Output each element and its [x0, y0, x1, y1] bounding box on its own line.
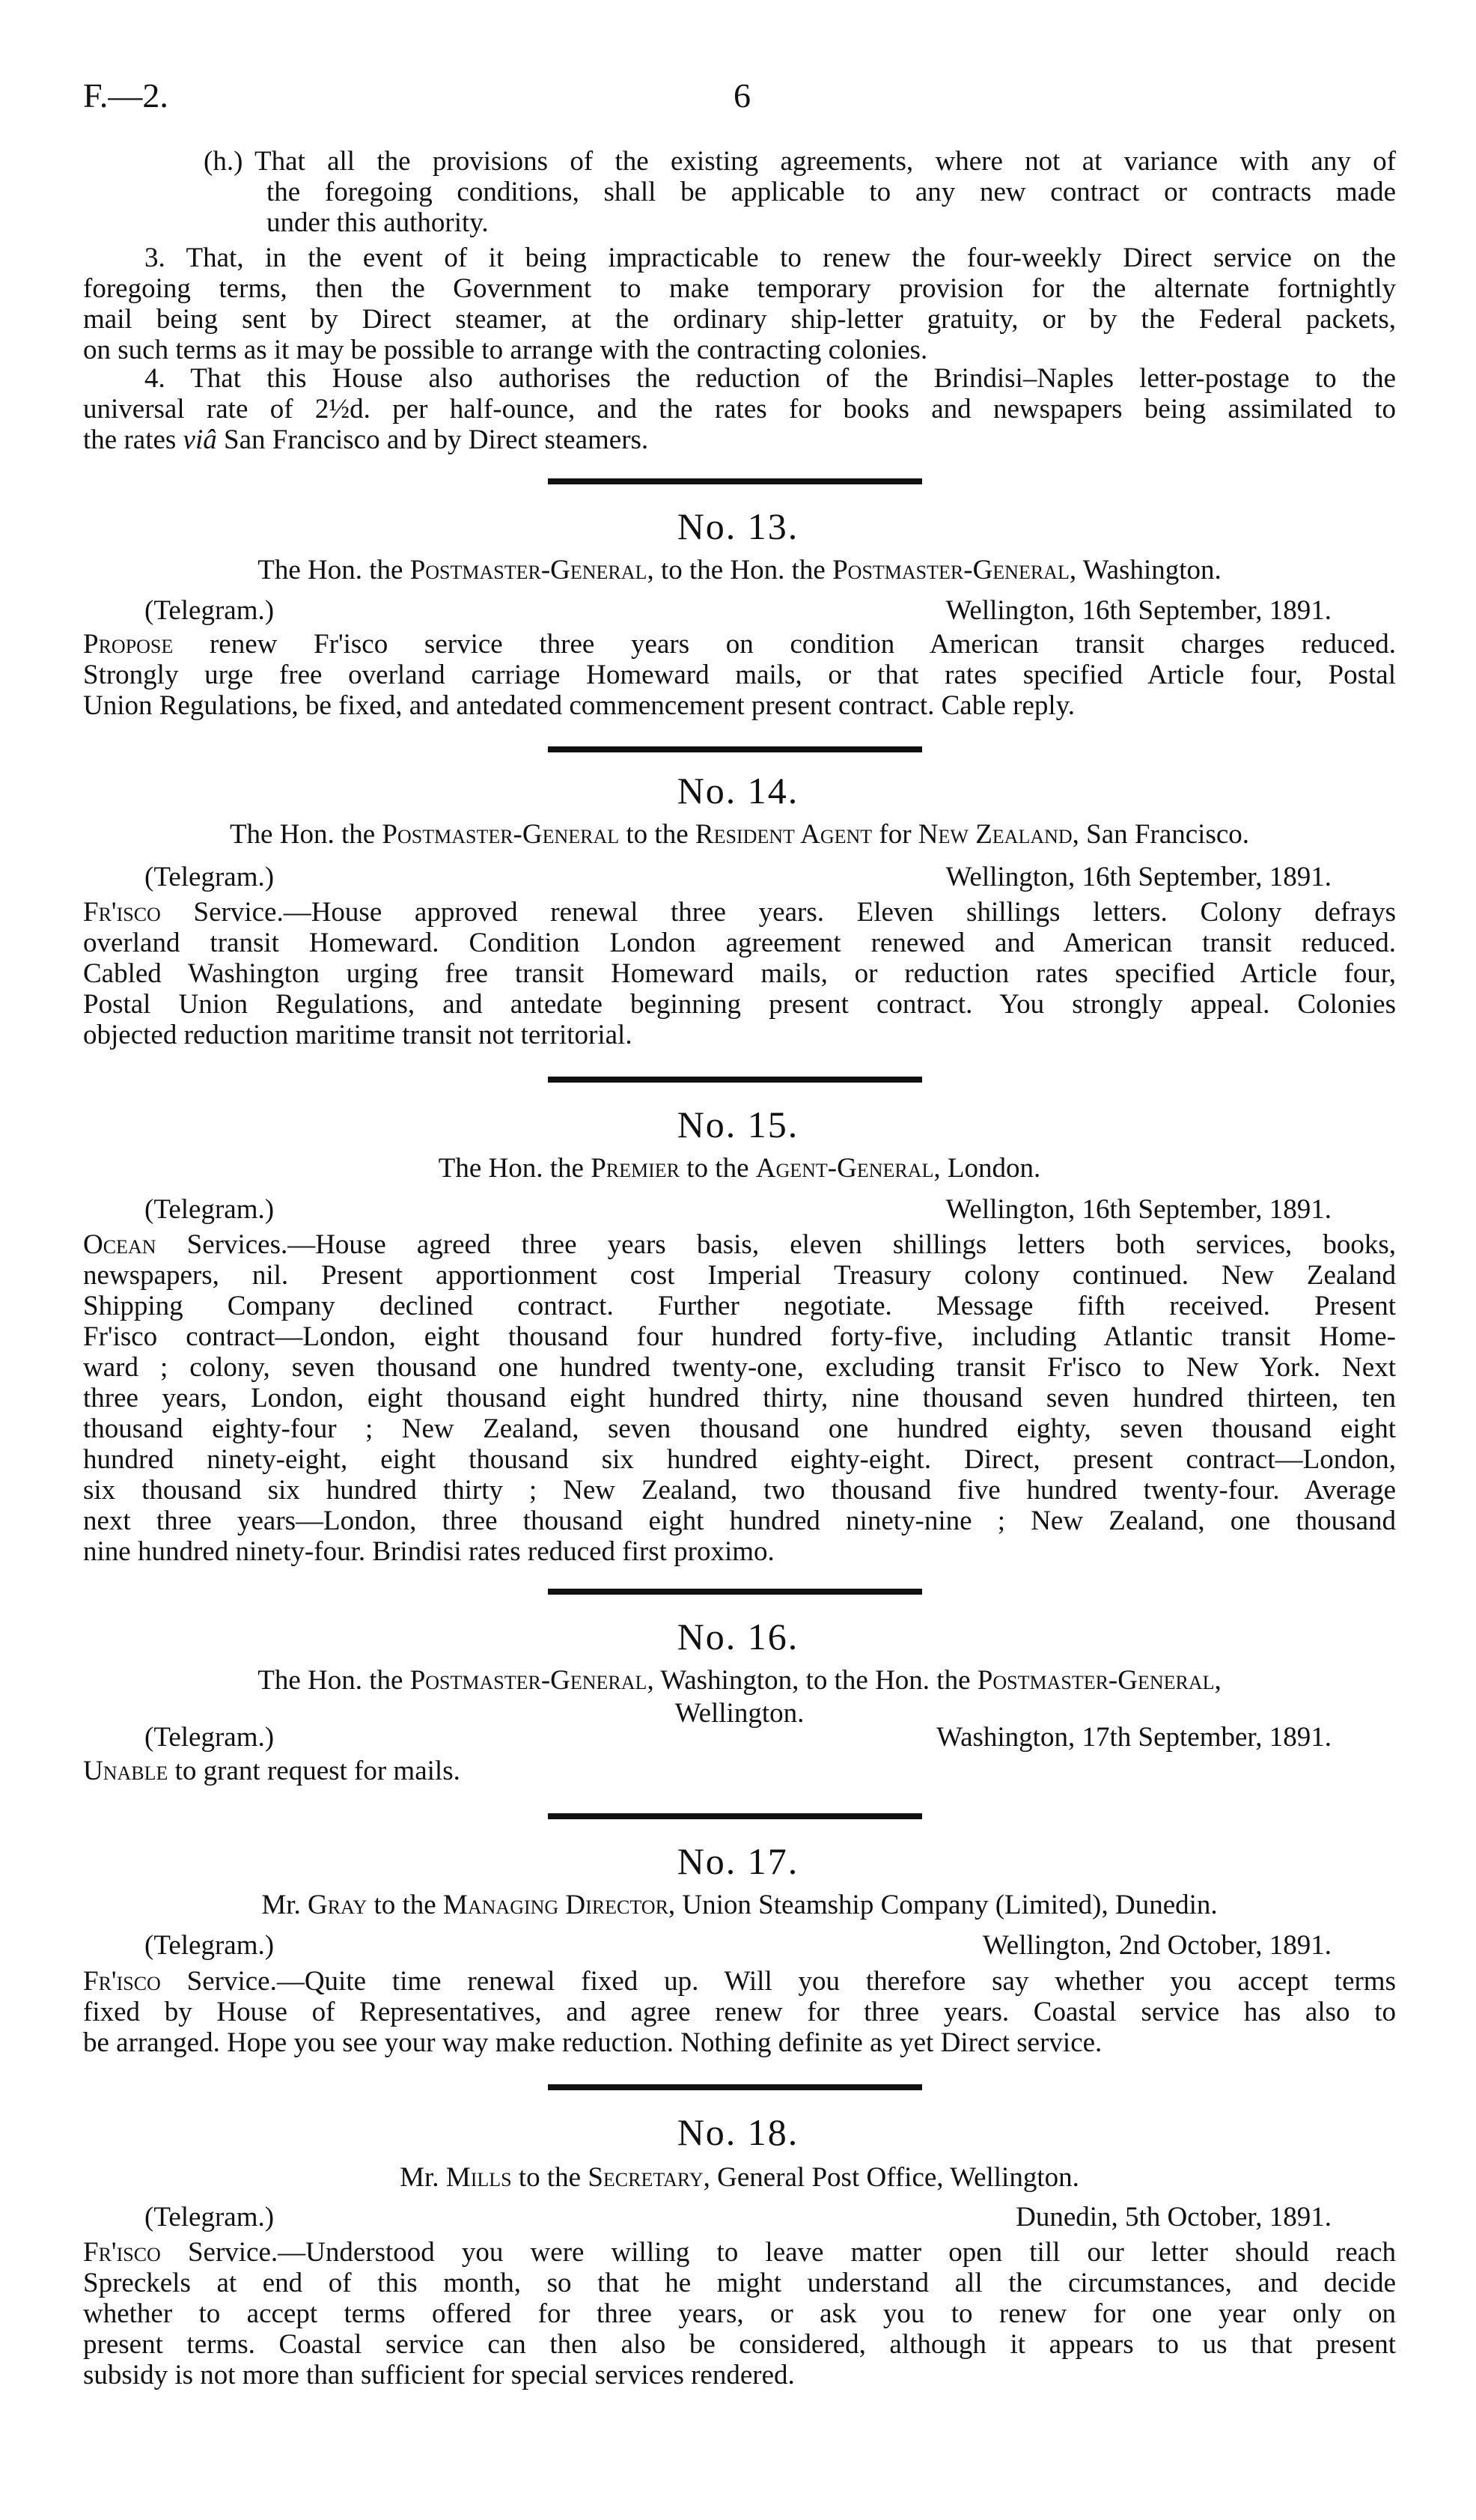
telegram-body-line	[83, 1475, 1396, 1506]
letter-address	[83, 2161, 1396, 2194]
section-divider	[548, 1077, 922, 1083]
letter-address	[83, 818, 1396, 851]
text-run: Mr.	[400, 2162, 446, 2193]
telegram-label: (Telegram.)	[144, 595, 275, 626]
text-run: to the	[680, 1153, 756, 1184]
clause-h-line	[266, 177, 1396, 207]
text-run: 4. That this House also authorises the reduction of the Brindisi–Naples letter-postage to the	[144, 363, 1396, 394]
letter-address	[83, 1152, 1396, 1185]
text-run: to the	[367, 1890, 443, 1920]
text-run: overland transit Homeward. Condition London agreement renewed and American transit reduced.	[83, 928, 1396, 958]
telegram-body-line	[83, 2237, 1396, 2268]
paragraph-4-line	[144, 363, 1396, 394]
place-date: Wellington, 16th September, 1891.	[945, 1194, 1332, 1225]
text-run: newspapers, nil. Present apportionment cost Imperial Treasury colony continued. New Zealand	[83, 1260, 1396, 1291]
text-run: Fr'isco contract—London, eight thousand four hundred forty-five, including Atlantic transit Home-	[83, 1321, 1396, 1352]
paragraph-3-line	[83, 304, 1396, 335]
place-date: Washington, 17th September, 1891.	[936, 1722, 1332, 1753]
text-run: , London.	[933, 1153, 1041, 1184]
text-run: hundred ninety-eight, eight thousand six hundred eighty-eight. Direct, present contract—London,	[83, 1444, 1396, 1475]
small-caps-name: Unable	[83, 1756, 168, 1786]
telegram-label: (Telegram.)	[144, 1722, 275, 1753]
clause-h-line	[266, 207, 1396, 238]
letter-number: No. 13.	[677, 505, 799, 547]
paragraph-3-line	[83, 335, 1396, 365]
small-caps-name: Resident Agent	[695, 819, 873, 850]
telegram-body-line	[83, 1291, 1396, 1321]
small-caps-name: Mills	[445, 2162, 512, 2193]
section-divider	[548, 1589, 922, 1595]
paragraph-3-line	[144, 243, 1396, 273]
text-run: , General Post Office, Wellington.	[703, 2162, 1079, 2193]
text-run: The Hon. the	[257, 1665, 410, 1696]
small-caps-name: Agent-General	[755, 1153, 934, 1184]
telegram-body-line	[83, 1966, 1396, 1997]
text-run: That all the provisions of the existing agreements, where not at variance with any of	[254, 146, 1396, 177]
telegram-body-line	[83, 1444, 1396, 1475]
letter-address	[83, 1664, 1396, 1697]
small-caps-name: Postmaster-General	[977, 1665, 1215, 1696]
text-run: to the	[619, 819, 695, 850]
text-run: mail being sent by Direct steamer, at the ordinary ship-letter gratuity, or by the Federal packets,	[83, 304, 1396, 335]
section-divider	[548, 746, 922, 752]
letter-number: No. 16.	[677, 1616, 799, 1658]
telegram-body-line	[83, 958, 1396, 989]
text-run: San Francisco and by Direct steamers.	[216, 424, 649, 455]
section-divider	[548, 2084, 922, 2090]
text-run: objected reduction maritime transit not territorial.	[83, 1020, 632, 1050]
telegram-body-line	[83, 2298, 1396, 2329]
text-run: next three years—London, three thousand eight hundred ninety-nine ; New Zealand, one thousand	[83, 1506, 1396, 1536]
telegram-body-line	[83, 1383, 1396, 1413]
telegram-body-line	[83, 629, 1396, 660]
text-run: for	[872, 819, 918, 850]
text-run: ward ; colony, seven thousand one hundred twenty-one, excluding transit Fr'isco to New York. Next	[83, 1352, 1396, 1383]
telegram-body-line	[83, 928, 1396, 958]
telegram-label: (Telegram.)	[144, 2202, 275, 2233]
text-run: the foregoing conditions, shall be applicable to any new contract or contracts made	[266, 177, 1396, 207]
text-run: universal rate of 2½d. per half-ounce, and the rates for books and newspapers being assimilated to	[83, 394, 1396, 424]
letter-number: No. 15.	[677, 1104, 799, 1145]
text-run: three years, London, eight thousand eight hundred thirty, nine thousand seven hundred thirteen, ten	[83, 1383, 1396, 1413]
telegram-label: (Telegram.)	[144, 862, 275, 892]
text-run: fixed by House of Representatives, and agree renew for three years. Coastal service has also to	[83, 1997, 1396, 2027]
text-run: present terms. Coastal service can then also be considered, although it appears to us that present	[83, 2329, 1396, 2360]
text-run: Mr.	[261, 1890, 308, 1920]
section-divider	[548, 478, 922, 484]
letter-number: No. 18.	[677, 2111, 799, 2153]
telegram-body-line	[83, 897, 1396, 928]
telegram-body-line	[83, 1229, 1396, 1260]
letter-address	[83, 554, 1396, 587]
text-run: Service.—Quite time renewal fixed up. Will you therefore say whether you accept terms	[160, 1966, 1396, 1997]
text-run: renew Fr'isco service three years on condition American transit charges reduced.	[173, 629, 1396, 660]
small-caps-name: Premier	[591, 1153, 680, 1184]
telegram-body-line	[83, 660, 1396, 690]
small-caps-name: Postmaster-General	[409, 1665, 647, 1696]
text-run: , to the Hon. the	[647, 555, 833, 585]
text-run: to grant request for mails.	[168, 1756, 460, 1786]
text-run: Services.—House agreed three years basis, eleven shillings letters both services, books,	[156, 1229, 1396, 1260]
text-run: be arranged. Hope you see your way make reduction. Nothing definite as yet Direct service.	[83, 2027, 1103, 2058]
telegram-body-line	[83, 1321, 1396, 1352]
text-run: the rates	[83, 424, 183, 455]
text-run: The Hon. the	[438, 1153, 591, 1184]
telegram-body-line	[83, 1506, 1396, 1536]
document-code: F.—2.	[83, 76, 168, 115]
telegram-body-line	[83, 1997, 1396, 2027]
text-run: to the	[511, 2162, 588, 2193]
telegram-body-line	[83, 1536, 1396, 1567]
telegram-body-line	[83, 1352, 1396, 1383]
paragraph-4-line	[83, 394, 1396, 424]
page-number: 6	[734, 76, 751, 115]
small-caps-name: Ocean	[83, 1229, 156, 1260]
telegram-body-line	[83, 690, 1396, 721]
clause-label: (h.)	[204, 146, 243, 177]
telegram-body-line	[83, 2268, 1396, 2298]
text-run: Service.—House approved renewal three years. Eleven shillings letters. Colony defrays	[160, 897, 1396, 928]
letter-address	[83, 1889, 1396, 1922]
paragraph-3-line	[83, 273, 1396, 304]
telegram-body-line	[83, 989, 1396, 1020]
telegram-body-line	[83, 2329, 1396, 2360]
letter-number: No. 14.	[677, 770, 799, 812]
small-caps-name: Fr'isco	[83, 897, 161, 928]
section-divider	[548, 1813, 922, 1819]
text-run: The Hon. the	[257, 555, 410, 585]
telegram-body-line	[83, 1260, 1396, 1291]
italic-word: viâ	[183, 424, 217, 455]
letter-number: No. 17.	[677, 1840, 799, 1882]
text-run: on such terms as it may be possible to arrange with the contracting colonies.	[83, 335, 928, 365]
place-date: Wellington, 2nd October, 1891.	[982, 1930, 1332, 1961]
small-caps-name: Fr'isco	[83, 1966, 161, 1997]
small-caps-name: Propose	[83, 629, 174, 660]
telegram-body-line	[83, 1756, 1396, 1786]
text-run: Union Regulations, be fixed, and antedated commencement present contract. Cable reply.	[83, 690, 1076, 721]
text-run: Spreckels at end of this month, so that he might understand all the circumstances, and decide	[83, 2268, 1396, 2298]
small-caps-name: Managing Director	[442, 1890, 668, 1920]
paragraph-4-line	[83, 424, 1396, 455]
text-run: Wellington.	[674, 1698, 805, 1729]
text-run: , Washington, to the Hon. the	[647, 1665, 978, 1696]
text-run: thousand eighty-four ; New Zealand, seven thousand one hundred eighty, seven thousand eight	[83, 1413, 1396, 1444]
telegram-body-line	[83, 2027, 1396, 2058]
place-date: Dunedin, 5th October, 1891.	[1016, 2202, 1332, 2233]
small-caps-name: Postmaster-General	[382, 819, 620, 850]
telegram-body-line	[83, 1020, 1396, 1050]
text-run: , San Francisco.	[1072, 819, 1250, 850]
text-run: The Hon. the	[229, 819, 382, 850]
text-run: under this authority.	[266, 207, 489, 238]
text-run: 3. That, in the event of it being impracticable to renew the four-weekly Direct service on the	[144, 243, 1396, 273]
small-caps-name: Fr'isco	[83, 2237, 161, 2268]
text-run: Service.—Understood you were willing to leave matter open till our letter should reach	[160, 2237, 1396, 2268]
clause-h-line	[254, 146, 1396, 177]
text-run: , Washington.	[1069, 555, 1222, 585]
small-caps-name: Secretary	[588, 2162, 704, 2193]
text-run: Strongly urge free overland carriage Homeward mails, or that rates specified Article four, Postal	[83, 660, 1396, 690]
text-run: subsidy is not more than sufficient for special services rendered.	[83, 2360, 795, 2390]
text-run: six thousand six hundred thirty ; New Zealand, two thousand five hundred twenty-four. Average	[83, 1475, 1396, 1506]
text-run: Postal Union Regulations, and antedate beginning present contract. You strongly appeal. Colonies	[83, 989, 1396, 1020]
small-caps-name: Postmaster-General	[409, 555, 647, 585]
text-run: Cabled Washington urging free transit Homeward mails, or reduction rates specified Article four,	[83, 958, 1396, 989]
small-caps-name: Gray	[308, 1890, 368, 1920]
telegram-label: (Telegram.)	[144, 1194, 275, 1225]
place-date: Wellington, 16th September, 1891.	[945, 595, 1332, 626]
small-caps-name: New Zealand	[918, 819, 1073, 850]
text-run: nine hundred ninety-four. Brindisi rates reduced first proximo.	[83, 1536, 775, 1567]
text-run: foregoing terms, then the Government to make temporary provision for the alternate fortnightly	[83, 273, 1396, 304]
place-date: Wellington, 16th September, 1891.	[945, 862, 1332, 892]
small-caps-name: Postmaster-General	[832, 555, 1070, 585]
telegram-body-line	[83, 1413, 1396, 1444]
text-run: Shipping Company declined contract. Further negotiate. Message fifth received. Present	[83, 1291, 1396, 1321]
telegram-label: (Telegram.)	[144, 1930, 275, 1961]
text-run: whether to accept terms offered for three years, or ask you to renew for one year only on	[83, 2298, 1396, 2329]
telegram-body-line	[83, 2360, 1396, 2390]
text-run: , Union Steamship Company (Limited), Dunedin.	[668, 1890, 1218, 1920]
text-run: ,	[1214, 1665, 1222, 1696]
